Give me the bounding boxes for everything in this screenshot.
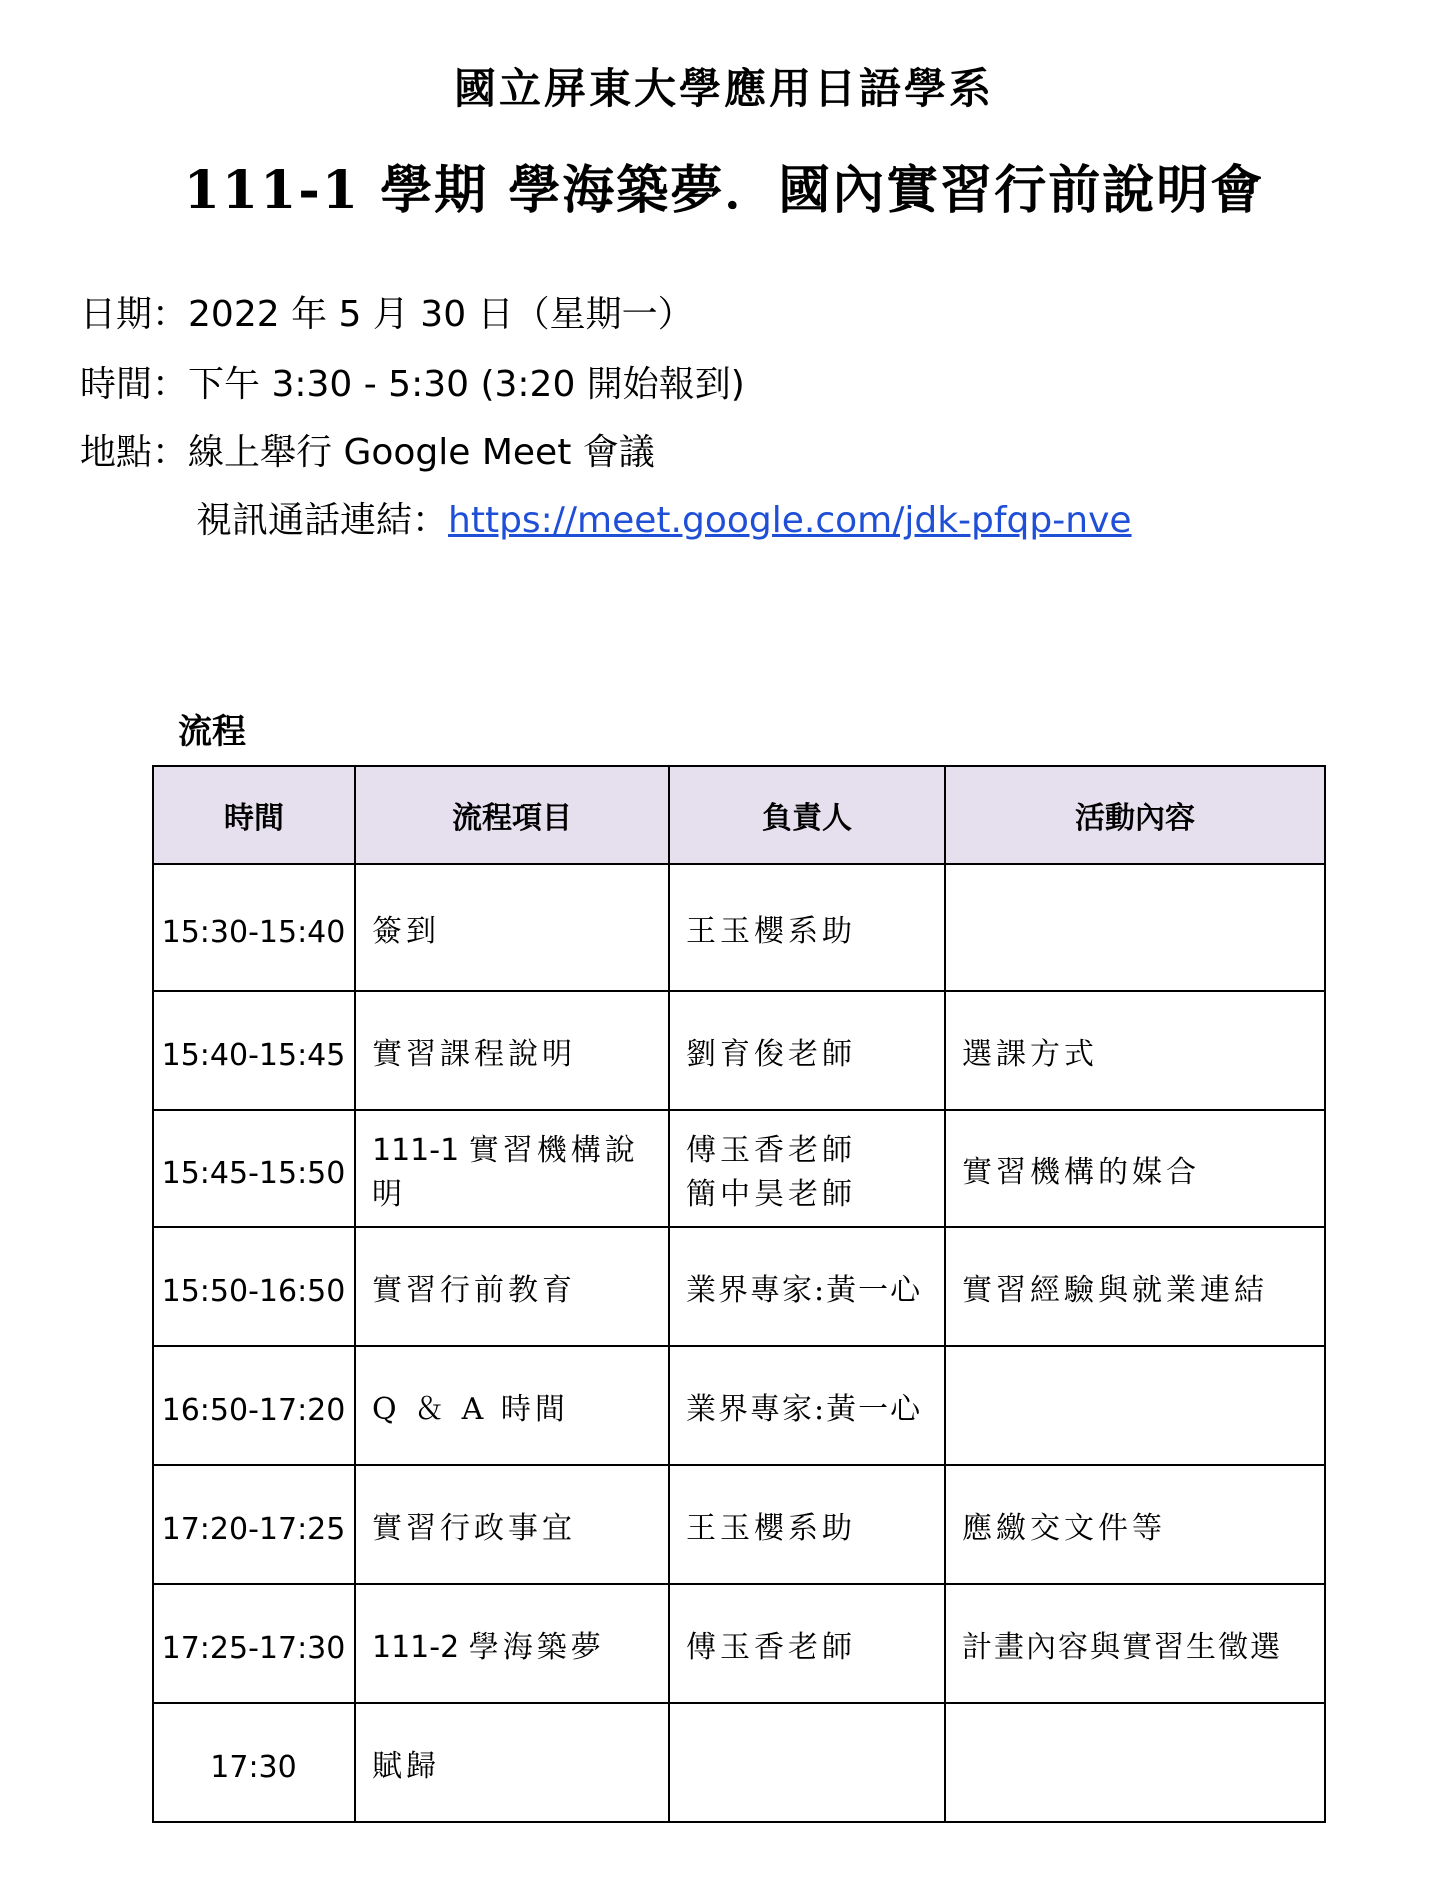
column-header-time: 時間: [153, 766, 355, 864]
cell-item: 111-2 學海築夢: [355, 1584, 669, 1703]
cell-content: [945, 864, 1325, 991]
cell-content: 應繳交文件等: [945, 1465, 1325, 1584]
column-header-item: 流程項目: [355, 766, 669, 864]
cell-person: 王玉櫻系助: [669, 1465, 945, 1584]
cell-content: 選課方式: [945, 991, 1325, 1110]
cell-item: 實習行前教育: [355, 1227, 669, 1346]
cell-time: 16:50-17:20: [153, 1346, 355, 1465]
table-row: [153, 864, 1325, 991]
column-header-content: 活動內容: [945, 766, 1325, 864]
video-link-line: [196, 492, 1132, 543]
cell-time: 15:40-15:45: [153, 991, 355, 1110]
time-value: 下午 3:30 - 5:30 (3:20 開始報到): [188, 364, 745, 405]
column-header-person: 負責人: [669, 766, 945, 864]
cell-item: 實習課程說明: [355, 991, 669, 1110]
cell-person: 傅玉香老師: [669, 1584, 945, 1703]
place-label: 地點：: [80, 432, 189, 473]
place-line: [80, 424, 655, 475]
document-title: 111-1 學期 學海築夢．國內實習行前說明會: [183, 160, 1265, 221]
table-row: [153, 1465, 1325, 1584]
time-label: 時間：: [80, 364, 189, 405]
table-row: [153, 1584, 1325, 1703]
cell-time: 17:25-17:30: [153, 1584, 355, 1703]
cell-item: 簽到: [355, 864, 669, 991]
cell-item: 111-1 實習機構說明: [355, 1110, 669, 1227]
cell-time: 15:30-15:40: [153, 864, 355, 991]
video-link-label: 視訊通話連結：: [196, 500, 449, 541]
time-line: [80, 356, 745, 407]
table-row: [153, 991, 1325, 1110]
table-row: [153, 1227, 1325, 1346]
place-value: 線上舉行 Google Meet 會議: [188, 432, 655, 473]
cell-item: 賦歸: [355, 1703, 669, 1822]
cell-person: 劉育俊老師: [669, 991, 945, 1110]
cell-item-text: 實習機構說明: [372, 1132, 639, 1212]
cell-time: 15:50-16:50: [153, 1227, 355, 1346]
cell-person: 王玉櫻系助: [669, 864, 945, 991]
table-row: [153, 1703, 1325, 1822]
cell-person: [669, 1703, 945, 1822]
table-row: [153, 1346, 1325, 1465]
cell-person: 業界專家:黃一心: [669, 1346, 945, 1465]
cell-item: Q ＆ A 時間: [355, 1346, 669, 1465]
date-label: 日期：: [80, 294, 189, 335]
cell-person-line-2: 簡中昊老師: [686, 1176, 856, 1212]
cell-person-line-1: 傅玉香老師: [686, 1132, 856, 1168]
meet-link[interactable]: https://meet.google.com/jdk-pfqp-nve: [448, 500, 1132, 541]
cell-item: 實習行政事宜: [355, 1465, 669, 1584]
schedule-table: [152, 765, 1326, 1823]
cell-content: 實習機構的媒合: [945, 1110, 1325, 1227]
date-value: 2022 年 5 月 30 日（星期一）: [188, 294, 694, 335]
table-row: [153, 1110, 1325, 1227]
cell-person: 業界專家:黃一心: [669, 1227, 945, 1346]
cell-content: 實習經驗與就業連結: [945, 1227, 1325, 1346]
cell-time: 15:45-15:50: [153, 1110, 355, 1227]
cell-content: [945, 1346, 1325, 1465]
cell-content: 計畫內容與實習生徵選: [945, 1584, 1325, 1703]
date-line: [80, 286, 694, 337]
cell-time: 17:30: [153, 1703, 355, 1822]
cell-item-text: 學海築夢: [468, 1629, 605, 1665]
cell-content: [945, 1703, 1325, 1822]
table-header-row: [153, 766, 1325, 864]
cell-person: [669, 1110, 945, 1227]
department-name: 國立屏東大學應用日語學系: [453, 64, 994, 113]
schedule-section-label: 流程: [178, 712, 246, 752]
cell-time: 17:20-17:25: [153, 1465, 355, 1584]
